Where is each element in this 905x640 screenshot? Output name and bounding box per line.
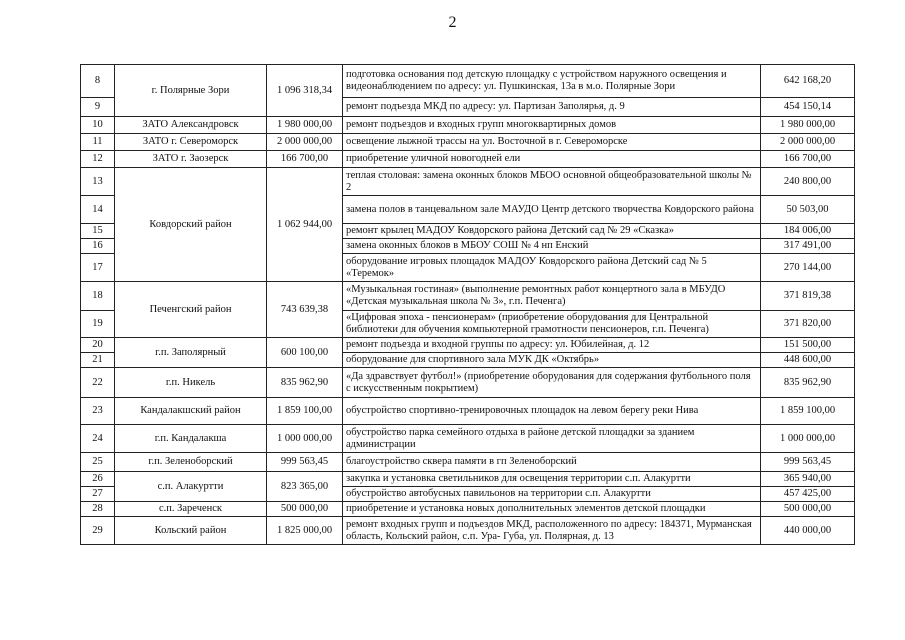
table-row <box>81 368 855 398</box>
municipality-cell: Кольский район <box>115 517 267 545</box>
municipality-total-cell: 743 639,38 <box>267 282 343 338</box>
amount-cell: 999 563,45 <box>761 453 855 472</box>
municipality-cell: г.п. Заполярный <box>115 338 267 368</box>
row-number: 25 <box>81 453 115 472</box>
amount-cell: 454 150,14 <box>761 98 855 117</box>
row-number: 27 <box>81 487 115 502</box>
description-cell: обустройство парка семейного отдыха в районе детской площадки за зданием администрации <box>343 425 761 453</box>
row-number: 9 <box>81 98 115 117</box>
municipality-total-cell: 500 000,00 <box>267 502 343 517</box>
municipality-total-cell: 1 859 100,00 <box>267 398 343 425</box>
amount-cell: 151 500,00 <box>761 338 855 353</box>
table-row <box>81 65 855 98</box>
municipality-total-cell: 1 825 000,00 <box>267 517 343 545</box>
row-number: 11 <box>81 134 115 151</box>
description-cell: ремонт входных групп и подъездов МКД, расположенного по адресу: 184371, Мурманская область, Кольский район, с.п. Ура- Губа, ул. Полярная, д. 13 <box>343 517 761 545</box>
description-cell: ремонт крылец МАДОУ Ковдорского района Детский сад № 29 «Сказка» <box>343 224 761 239</box>
municipality-cell: ЗАТО Александровск <box>115 117 267 134</box>
description-cell: «Да здравствует футбол!» (приобретение оборудования для содержания футбольного поля с искусственным покрытием) <box>343 368 761 398</box>
municipality-total-cell: 835 962,90 <box>267 368 343 398</box>
table-row <box>81 425 855 453</box>
municipality-total-cell: 999 563,45 <box>267 453 343 472</box>
amount-cell: 50 503,00 <box>761 196 855 224</box>
table-row <box>81 398 855 425</box>
table-row <box>81 453 855 472</box>
amount-cell: 448 600,00 <box>761 353 855 368</box>
amount-cell: 1 000 000,00 <box>761 425 855 453</box>
amount-cell: 240 800,00 <box>761 168 855 196</box>
page-number: 2 <box>448 14 457 31</box>
row-number: 10 <box>81 117 115 134</box>
description-cell: ремонт подъезда МКД по адресу: ул. Партизан Заполярья, д. 9 <box>343 98 761 117</box>
description-cell: обустройство автобусных павильонов на территории с.п. Алакуртти <box>343 487 761 502</box>
row-number: 29 <box>81 517 115 545</box>
row-number: 17 <box>81 254 115 282</box>
municipality-total-cell: 2 000 000,00 <box>267 134 343 151</box>
table-row <box>81 502 855 517</box>
municipality-cell: г. Полярные Зори <box>115 65 267 117</box>
amount-cell: 457 425,00 <box>761 487 855 502</box>
description-cell: ремонт подъезда и входной группы по адресу: ул. Юбилейная, д. 12 <box>343 338 761 353</box>
row-number: 15 <box>81 224 115 239</box>
description-cell: «Музыкальная гостиная» (выполнение ремонтных работ концертного зала в МБУДО «Детская музыкальная школа № 3», г.п. Печенга) <box>343 282 761 311</box>
row-number: 13 <box>81 168 115 196</box>
amount-cell: 440 000,00 <box>761 517 855 545</box>
row-number: 16 <box>81 239 115 254</box>
description-cell: «Цифровая эпоха - пенсионерам» (приобретение оборудования для Центральной библиотеки для обучения компьютерной грамотности пенсионеров, г.п. Печенга) <box>343 311 761 338</box>
description-cell: приобретение и установка новых дополнительных элементов детской площадки <box>343 502 761 517</box>
municipality-total-cell: 166 700,00 <box>267 151 343 168</box>
description-cell: подготовка основания под детскую площадку с устройством наружного освещения и видеонаблюдением по адресу: ул. Пушкинская, 13а в м.о. Полярные Зори <box>343 65 761 98</box>
description-cell: теплая столовая: замена оконных блоков МБОО основной общеобразовательной школы № 2 <box>343 168 761 196</box>
row-number: 8 <box>81 65 115 98</box>
amount-cell: 166 700,00 <box>761 151 855 168</box>
description-cell: обустройство спортивно-тренировочных площадок на левом берегу реки Нива <box>343 398 761 425</box>
table-row <box>81 168 855 196</box>
allocation-table <box>80 64 855 545</box>
municipality-total-cell: 823 365,00 <box>267 472 343 502</box>
amount-cell: 1 859 100,00 <box>761 398 855 425</box>
table-row <box>81 117 855 134</box>
row-number: 24 <box>81 425 115 453</box>
description-cell: освещение лыжной трассы на ул. Восточной в г. Североморске <box>343 134 761 151</box>
row-number: 18 <box>81 282 115 311</box>
description-cell: замена полов в танцевальном зале МАУДО Центр детского творчества Ковдорского района <box>343 196 761 224</box>
municipality-cell: Кандалакшский район <box>115 398 267 425</box>
municipality-cell: г.п. Никель <box>115 368 267 398</box>
municipality-total-cell: 1 980 000,00 <box>267 117 343 134</box>
description-cell: ремонт подъездов и входных групп многоквартирных домов <box>343 117 761 134</box>
amount-cell: 365 940,00 <box>761 472 855 487</box>
table-row <box>81 338 855 353</box>
row-number: 23 <box>81 398 115 425</box>
amount-cell: 835 962,90 <box>761 368 855 398</box>
amount-cell: 1 980 000,00 <box>761 117 855 134</box>
row-number: 21 <box>81 353 115 368</box>
row-number: 19 <box>81 311 115 338</box>
row-number: 22 <box>81 368 115 398</box>
description-cell: закупка и установка светильников для освещения территории с.п. Алакуртти <box>343 472 761 487</box>
amount-cell: 642 168,20 <box>761 65 855 98</box>
description-cell: оборудование для спортивного зала МУК ДК «Октябрь» <box>343 353 761 368</box>
amount-cell: 500 000,00 <box>761 502 855 517</box>
description-cell: оборудование игровых площадок МАДОУ Ковдорского района Детский сад № 5 «Теремок» <box>343 254 761 282</box>
municipality-total-cell: 1 062 944,00 <box>267 168 343 282</box>
description-cell: приобретение уличной новогодней ели <box>343 151 761 168</box>
table-row <box>81 282 855 311</box>
amount-cell: 184 006,00 <box>761 224 855 239</box>
municipality-total-cell: 1 000 000,00 <box>267 425 343 453</box>
municipality-cell: с.п. Алакуртти <box>115 472 267 502</box>
municipality-cell: ЗАТО г. Североморск <box>115 134 267 151</box>
table-row <box>81 472 855 487</box>
amount-cell: 371 820,00 <box>761 311 855 338</box>
description-cell: благоустройство сквера памяти в гп Зеленоборский <box>343 453 761 472</box>
municipality-cell: с.п. Зареченск <box>115 502 267 517</box>
table-row <box>81 134 855 151</box>
amount-cell: 2 000 000,00 <box>761 134 855 151</box>
row-number: 12 <box>81 151 115 168</box>
amount-cell: 270 144,00 <box>761 254 855 282</box>
municipality-cell: Печенгский район <box>115 282 267 338</box>
amount-cell: 317 491,00 <box>761 239 855 254</box>
amount-cell: 371 819,38 <box>761 282 855 311</box>
description-cell: замена оконных блоков в МБОУ СОШ № 4 нп Енский <box>343 239 761 254</box>
municipality-cell: г.п. Кандалакша <box>115 425 267 453</box>
row-number: 28 <box>81 502 115 517</box>
table-row <box>81 151 855 168</box>
row-number: 20 <box>81 338 115 353</box>
municipality-total-cell: 600 100,00 <box>267 338 343 368</box>
municipality-cell: ЗАТО г. Заозерск <box>115 151 267 168</box>
row-number: 26 <box>81 472 115 487</box>
row-number: 14 <box>81 196 115 224</box>
table-row <box>81 517 855 545</box>
municipality-cell: г.п. Зеленоборский <box>115 453 267 472</box>
municipality-total-cell: 1 096 318,34 <box>267 65 343 117</box>
municipality-cell: Ковдорский район <box>115 168 267 282</box>
